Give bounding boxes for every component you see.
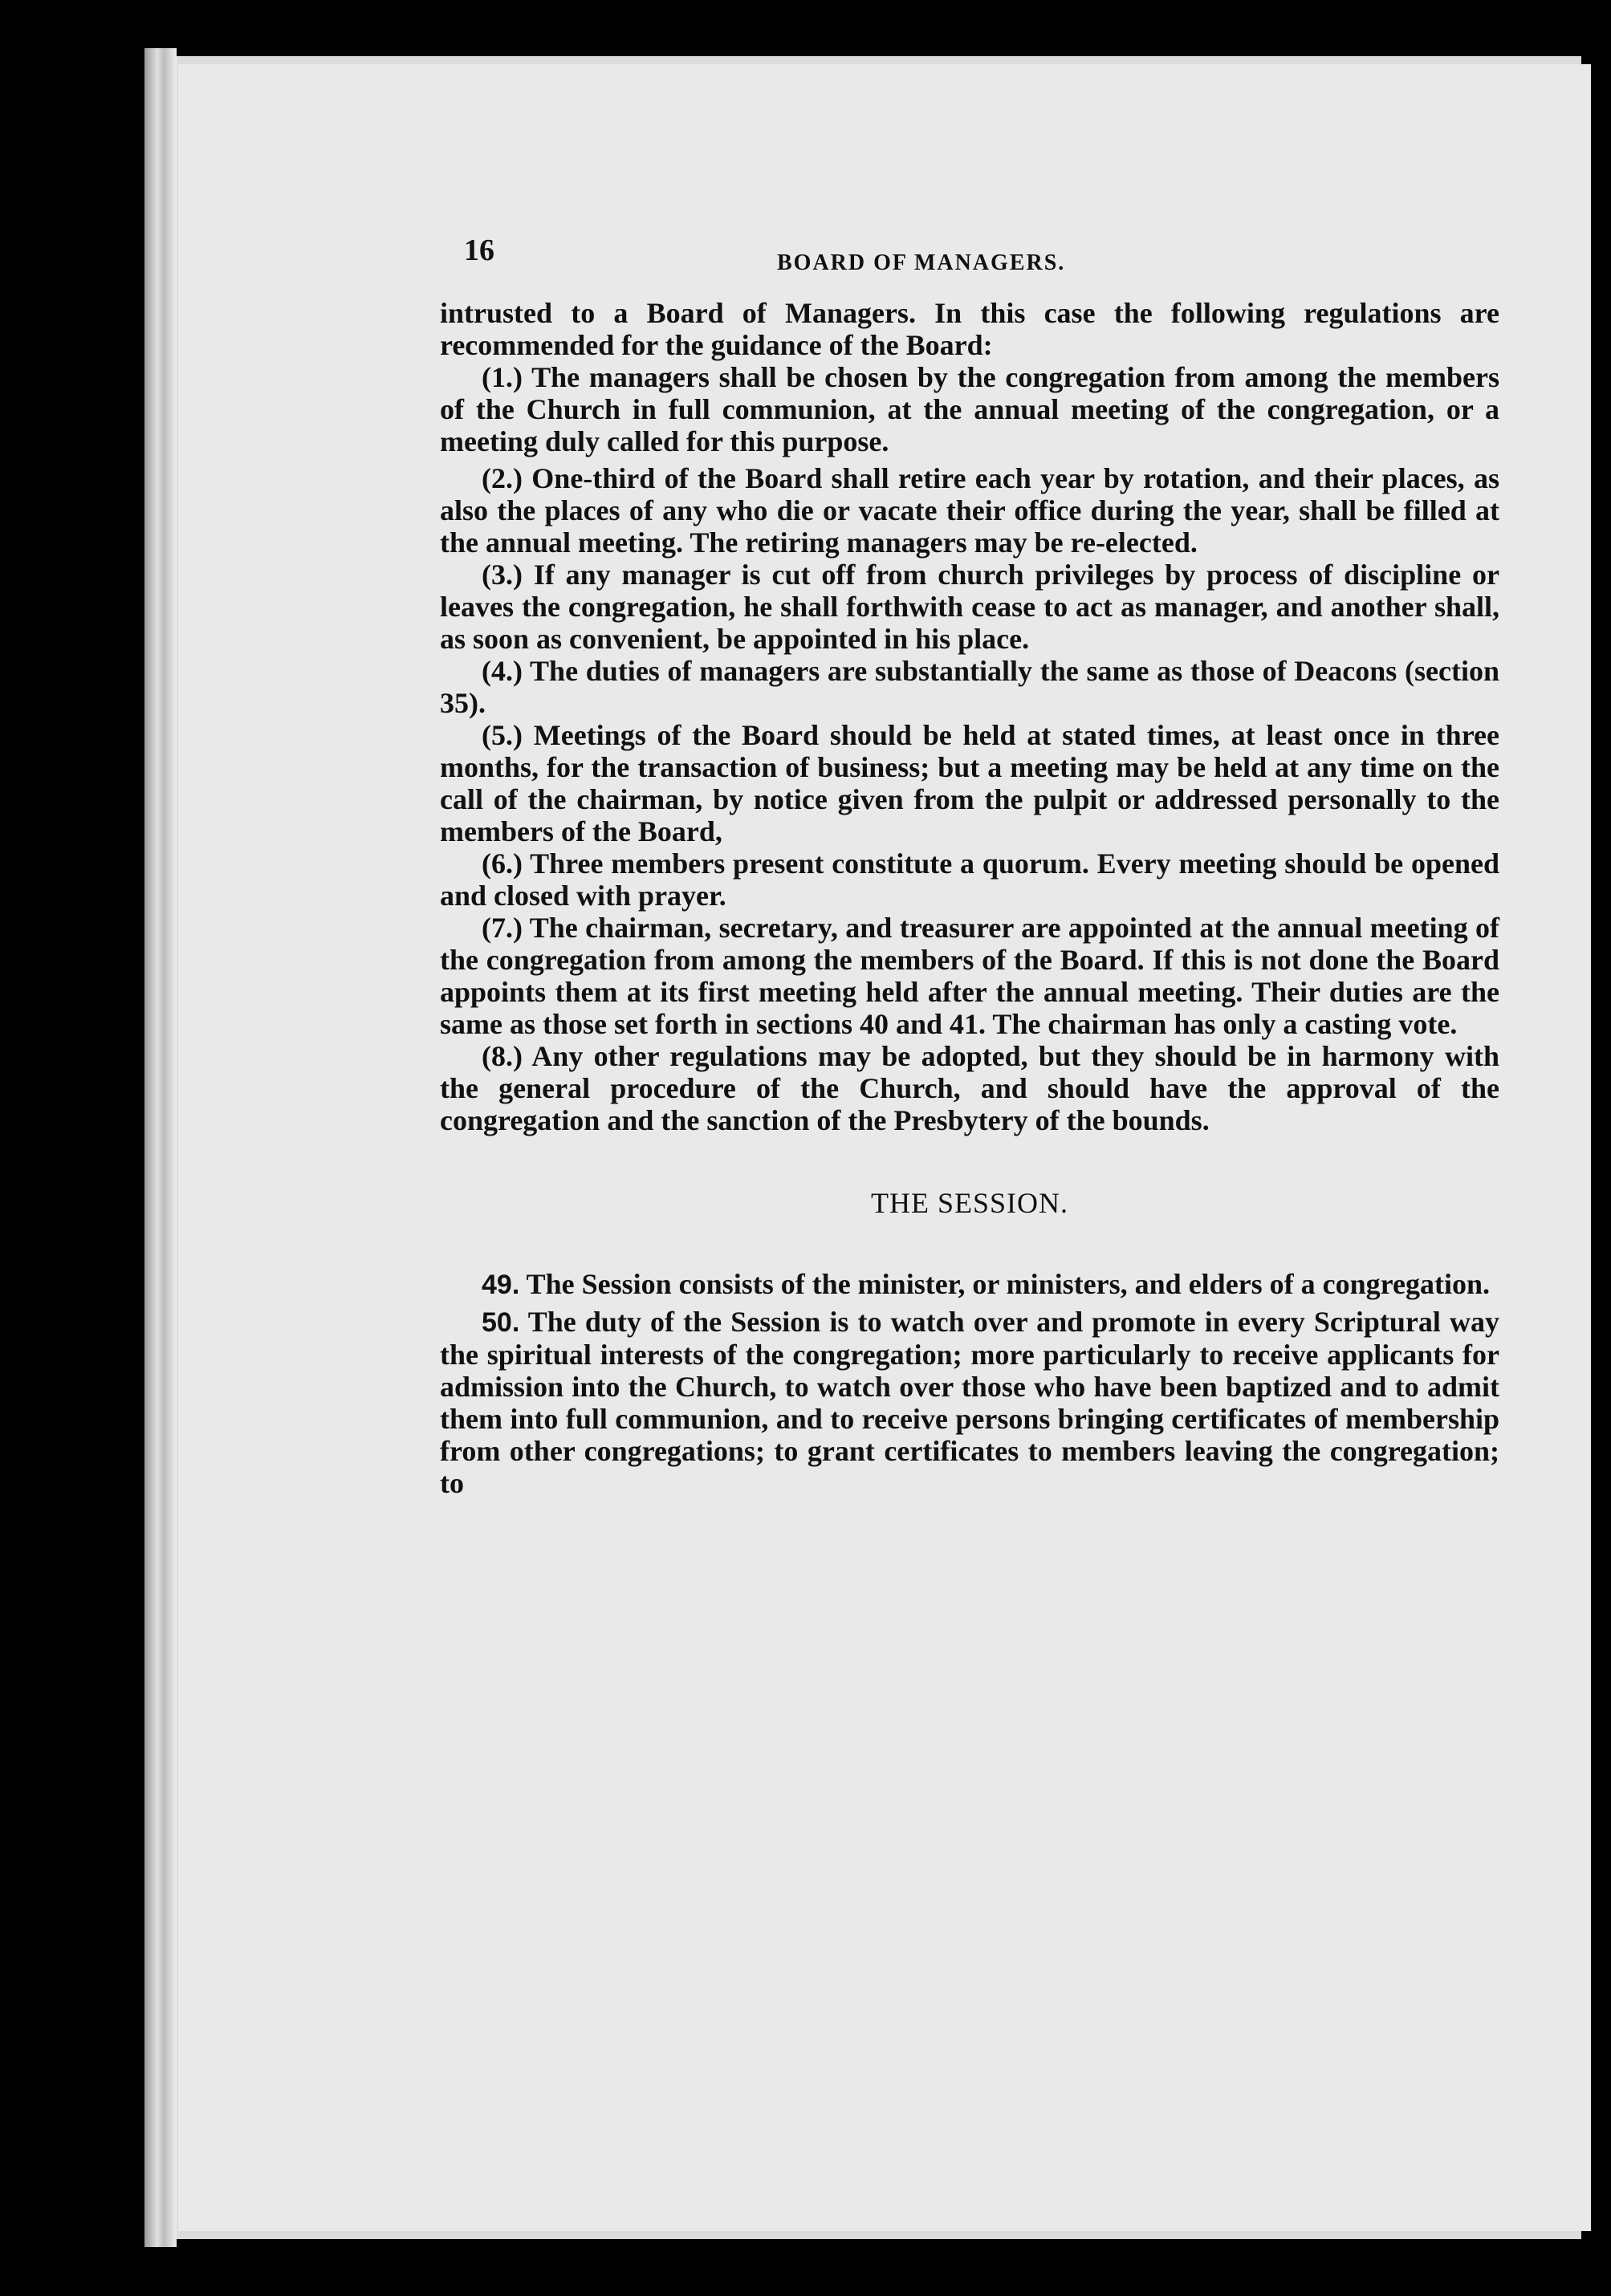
- board-regulations: [440, 297, 1499, 1136]
- section-text: The duty of the Session is to watch over and promote in every Scriptural way the spiritual interests of the congregation; more particularly to receive applicants for admission into the Church, to watch over those who have been baptized and to admit them into full communion, and to receive persons bringing certificates of membership from other congregations; to grant certificates to members leaving the congregation; to: [440, 1306, 1499, 1499]
- regulation-5: (5.) Meetings of the Board should be held at stated times, at least once in three months, for the transaction of business; but a meeting may be held at any time on the call of the chairman, by notice given from the pulpit or addressed personally to the members of the Board,: [440, 719, 1499, 847]
- section-number: 50.: [482, 1307, 520, 1338]
- regulation-7: (7.) The chairman, secretary, and treasurer are appointed at the annual meeting of the congregation from among the members of the Board. If this is not done the Board appoints them at its first meeting held after the annual meeting. Their duties are the same as those set forth in sections 40 and 41. The chairman has only a casting vote.: [440, 912, 1499, 1040]
- regulation-1: (1.) The managers shall be chosen by the congregation from among the members of the Church in full communion, at the annual meeting of the congregation, or a meeting duly called for this purpose.: [440, 361, 1499, 457]
- regulation-6: (6.) Three members present constitute a quorum. Every meeting should be opened and closed with prayer.: [440, 847, 1499, 912]
- section-49: [440, 1268, 1499, 1301]
- paragraph-intro: intrusted to a Board of Managers. In this case the following regulations are recommended for the guidance of the Board:: [440, 297, 1499, 361]
- session-sections: [440, 1268, 1499, 1499]
- regulation-3: (3.) If any manager is cut off from church privileges by process of discipline or leaves the congregation, he shall forthwith cease to act as manager, and another shall, as soon as convenient, be appointed in his place.: [440, 559, 1499, 655]
- page-edges: [144, 48, 177, 2247]
- regulation-4: (4.) The duties of managers are substantially the same as those of Deacons (section 35).: [440, 655, 1499, 719]
- section-heading-session: THE SESSION.: [870, 1187, 1069, 1219]
- section-50: [440, 1306, 1499, 1499]
- section-number: 49.: [482, 1270, 520, 1300]
- running-head: BOARD OF MANAGERS.: [777, 250, 1066, 275]
- page-header: [440, 233, 1499, 297]
- page-number: 16: [464, 234, 494, 267]
- regulation-2: (2.) One-third of the Board shall retire each year by rotation, and their places, as also the places of any who die or vacate their office during the year, shall be filled at the annual meeting. The retiring managers may be re-elected.: [440, 462, 1499, 559]
- regulation-8: (8.) Any other regulations may be adopted, but they should be in harmony with the general procedure of the Church, and should have the approval of the congregation and the sanction of the Presbytery of the bounds.: [440, 1040, 1499, 1136]
- page-content: [440, 233, 1499, 1499]
- section-text: The Session consists of the minister, or ministers, and elders of a congregation.: [526, 1268, 1490, 1300]
